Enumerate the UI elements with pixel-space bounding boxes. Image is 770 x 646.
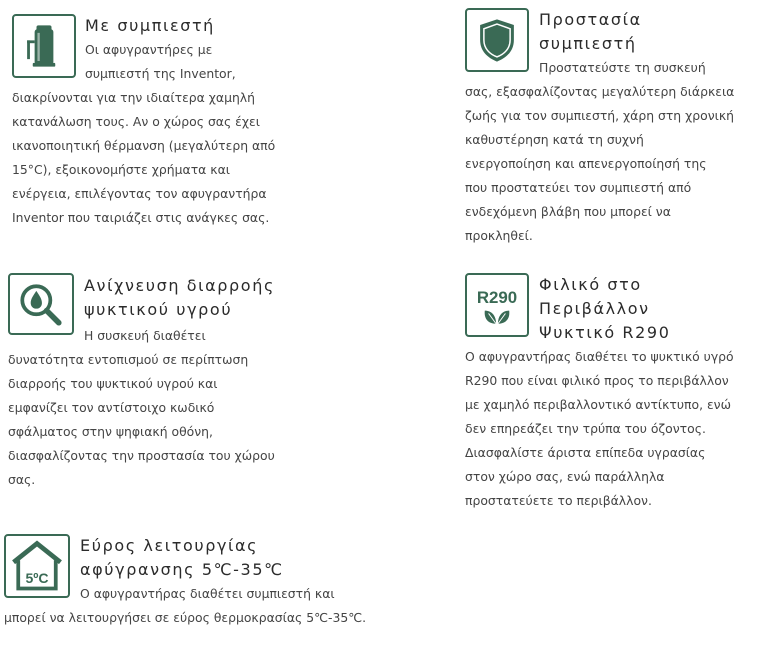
- feature-title: Φιλικό στο Περιβάλλον Ψυκτικό R290: [539, 275, 671, 342]
- feature-title: Ανίχνευση διαρροής ψυκτικού υγρού: [84, 276, 275, 319]
- feature-body: μπορεί να λειτουργήσει σε εύρος θερμοκρασίας 5℃-35℃.: [4, 610, 367, 625]
- feature-body: Ο αφυγραντήρας διαθέτει το ψυκτικό υγρό R290 που είναι φιλικό προς το περιβάλλον με χαμηλό περιβαλλοντικό αντίκτυπο, ενώ δεν επηρεάζει την τρύπα του όζοντος. Διασφαλίστε άριστα επίπεδα υγρασίας στον χώρο σας, ενώ παράλληλα προστατεύετε το περιβάλλον.: [465, 349, 734, 508]
- shield-icon: [465, 8, 529, 72]
- magnifier-drop-icon: [8, 273, 74, 335]
- house-temperature-icon: [4, 534, 70, 598]
- feature-operating-range: [4, 534, 384, 634]
- feature-eco-refrigerant: [465, 273, 765, 513]
- feature-compressor-protection: [465, 8, 765, 248]
- r290-leaves-icon: [465, 273, 529, 337]
- feature-body: δυνατότητα εντοπισμού σε περίπτωση διαρροής του ψυκτικού υγρού και εμφανίζει τον αντίστοιχο κωδικό σφάλματος στην ψηφιακή οθόνη, διασφαλίζοντας την προστασία του χώρου σας.: [8, 352, 275, 487]
- feature-leak-detection: [8, 273, 308, 493]
- feature-title: Με συμπιεστή: [85, 16, 215, 35]
- feature-body: διακρίνονται για την ιδιαίτερα χαμηλή κατανάλωση τους. Αν ο χώρος σας έχει ικανοποιητική θέρμανση (μεγαλύτερη από 15°C), εξοικονομήστε χρήματα και ενέργεια, επιλέγοντας τον αφυγραντήρα Inventor που ταιριάζει στις ανάγκες σας.: [12, 90, 276, 225]
- feature-compressor: [12, 14, 312, 234]
- compressor-icon: [12, 14, 76, 78]
- r290-label: R290: [476, 288, 518, 308]
- feature-title: Εύρος λειτουργίας αφύγρανσης 5℃-35℃: [80, 536, 284, 579]
- feature-body-top: Οι αφυγραντήρες με συμπιεστή της Inventor,: [85, 42, 236, 81]
- feature-body: σας, εξασφαλίζοντας μεγαλύτερη διάρκεια ζωής για τον συμπιεστή, χάρη στη χρονική καθυστέρηση κατά τη συχνή ενεργοποίηση και απενεργοποίησή της που προστατεύει τον συμπιεστή από ενδεχόμενη βλάβη που μπορεί να προκληθεί.: [465, 84, 735, 243]
- feature-body-top: Η συσκευή διαθέτει: [84, 328, 206, 343]
- feature-title: Προστασία συμπιεστή: [539, 10, 642, 53]
- feature-body-top: Προστατεύστε τη συσκευή: [539, 60, 706, 75]
- feature-body-top: Ο αφυγραντήρας διαθέτει συμπιεστή και: [80, 586, 335, 601]
- house-temperature-label: 5ºC: [25, 569, 49, 586]
